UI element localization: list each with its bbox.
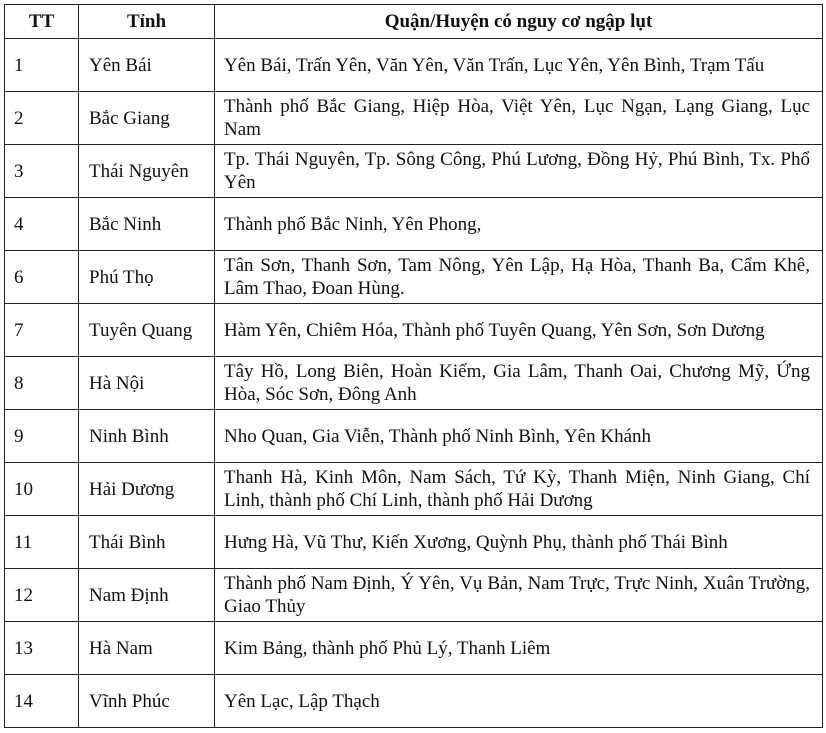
- row-number: 2: [5, 92, 79, 145]
- row-number: 9: [5, 410, 79, 463]
- header-row: [5, 5, 823, 39]
- table-row: [5, 463, 823, 516]
- table-row: [5, 145, 823, 198]
- districts-cell: Tây Hồ, Long Biên, Hoàn Kiếm, Gia Lâm, Thanh Oai, Chương Mỹ, Ứng Hòa, Sóc Sơn, Đông Anh: [215, 357, 823, 410]
- table-row: [5, 516, 823, 569]
- row-number: 10: [5, 463, 79, 516]
- districts-cell: Hàm Yên, Chiêm Hóa, Thành phố Tuyên Quang, Yên Sơn, Sơn Dương: [215, 304, 823, 357]
- row-number: 6: [5, 251, 79, 304]
- province-cell: Bắc Giang: [79, 92, 215, 145]
- province-cell: Hà Nội: [79, 357, 215, 410]
- document-page: [4, 4, 823, 728]
- districts-cell: Thành phố Bắc Giang, Hiệp Hòa, Việt Yên, Lục Ngạn, Lạng Giang, Lục Nam: [215, 92, 823, 145]
- row-number: 13: [5, 622, 79, 675]
- flood-risk-table: [4, 4, 823, 728]
- table-row: [5, 198, 823, 251]
- row-number: 1: [5, 39, 79, 92]
- province-cell: Bắc Ninh: [79, 198, 215, 251]
- header-districts: Quận/Huyện có nguy cơ ngập lụt: [215, 5, 823, 39]
- districts-cell: Thành phố Nam Định, Ý Yên, Vụ Bản, Nam Trực, Trực Ninh, Xuân Trường, Giao Thủy: [215, 569, 823, 622]
- province-cell: Thái Bình: [79, 516, 215, 569]
- districts-cell: Yên Lạc, Lập Thạch: [215, 675, 823, 728]
- row-number: 11: [5, 516, 79, 569]
- districts-cell: Nho Quan, Gia Viễn, Thành phố Ninh Bình, Yên Khánh: [215, 410, 823, 463]
- province-cell: Yên Bái: [79, 39, 215, 92]
- table-header: [5, 5, 823, 39]
- table-row: [5, 675, 823, 728]
- table-row: [5, 622, 823, 675]
- row-number: 7: [5, 304, 79, 357]
- province-cell: Ninh Bình: [79, 410, 215, 463]
- row-number: 4: [5, 198, 79, 251]
- row-number: 14: [5, 675, 79, 728]
- districts-cell: Tp. Thái Nguyên, Tp. Sông Công, Phú Lương, Đồng Hỷ, Phú Bình, Tx. Phổ Yên: [215, 145, 823, 198]
- table-row: [5, 410, 823, 463]
- province-cell: Hà Nam: [79, 622, 215, 675]
- districts-cell: Hưng Hà, Vũ Thư, Kiến Xương, Quỳnh Phụ, thành phố Thái Bình: [215, 516, 823, 569]
- row-number: 8: [5, 357, 79, 410]
- districts-cell: Thanh Hà, Kinh Môn, Nam Sách, Tứ Kỳ, Thanh Miện, Ninh Giang, Chí Linh, thành phố Chí Linh, thành phố Hải Dương: [215, 463, 823, 516]
- header-tt: TT: [5, 5, 79, 39]
- province-cell: Thái Nguyên: [79, 145, 215, 198]
- province-cell: Vĩnh Phúc: [79, 675, 215, 728]
- table-row: [5, 304, 823, 357]
- districts-cell: Thành phố Bắc Ninh, Yên Phong,: [215, 198, 823, 251]
- table-row: [5, 357, 823, 410]
- province-cell: Tuyên Quang: [79, 304, 215, 357]
- table-row: [5, 251, 823, 304]
- province-cell: Nam Định: [79, 569, 215, 622]
- table-row: [5, 569, 823, 622]
- table-row: [5, 92, 823, 145]
- province-cell: Hải Dương: [79, 463, 215, 516]
- row-number: 12: [5, 569, 79, 622]
- districts-cell: Kim Bảng, thành phố Phủ Lý, Thanh Liêm: [215, 622, 823, 675]
- districts-cell: Yên Bái, Trấn Yên, Văn Yên, Văn Trấn, Lục Yên, Yên Bình, Trạm Tấu: [215, 39, 823, 92]
- table-row: [5, 39, 823, 92]
- districts-cell: Tân Sơn, Thanh Sơn, Tam Nông, Yên Lập, Hạ Hòa, Thanh Ba, Cẩm Khê, Lâm Thao, Đoan Hùng.: [215, 251, 823, 304]
- row-number: 3: [5, 145, 79, 198]
- table-body: [5, 39, 823, 728]
- province-cell: Phú Thọ: [79, 251, 215, 304]
- header-province: Tỉnh: [79, 5, 215, 39]
